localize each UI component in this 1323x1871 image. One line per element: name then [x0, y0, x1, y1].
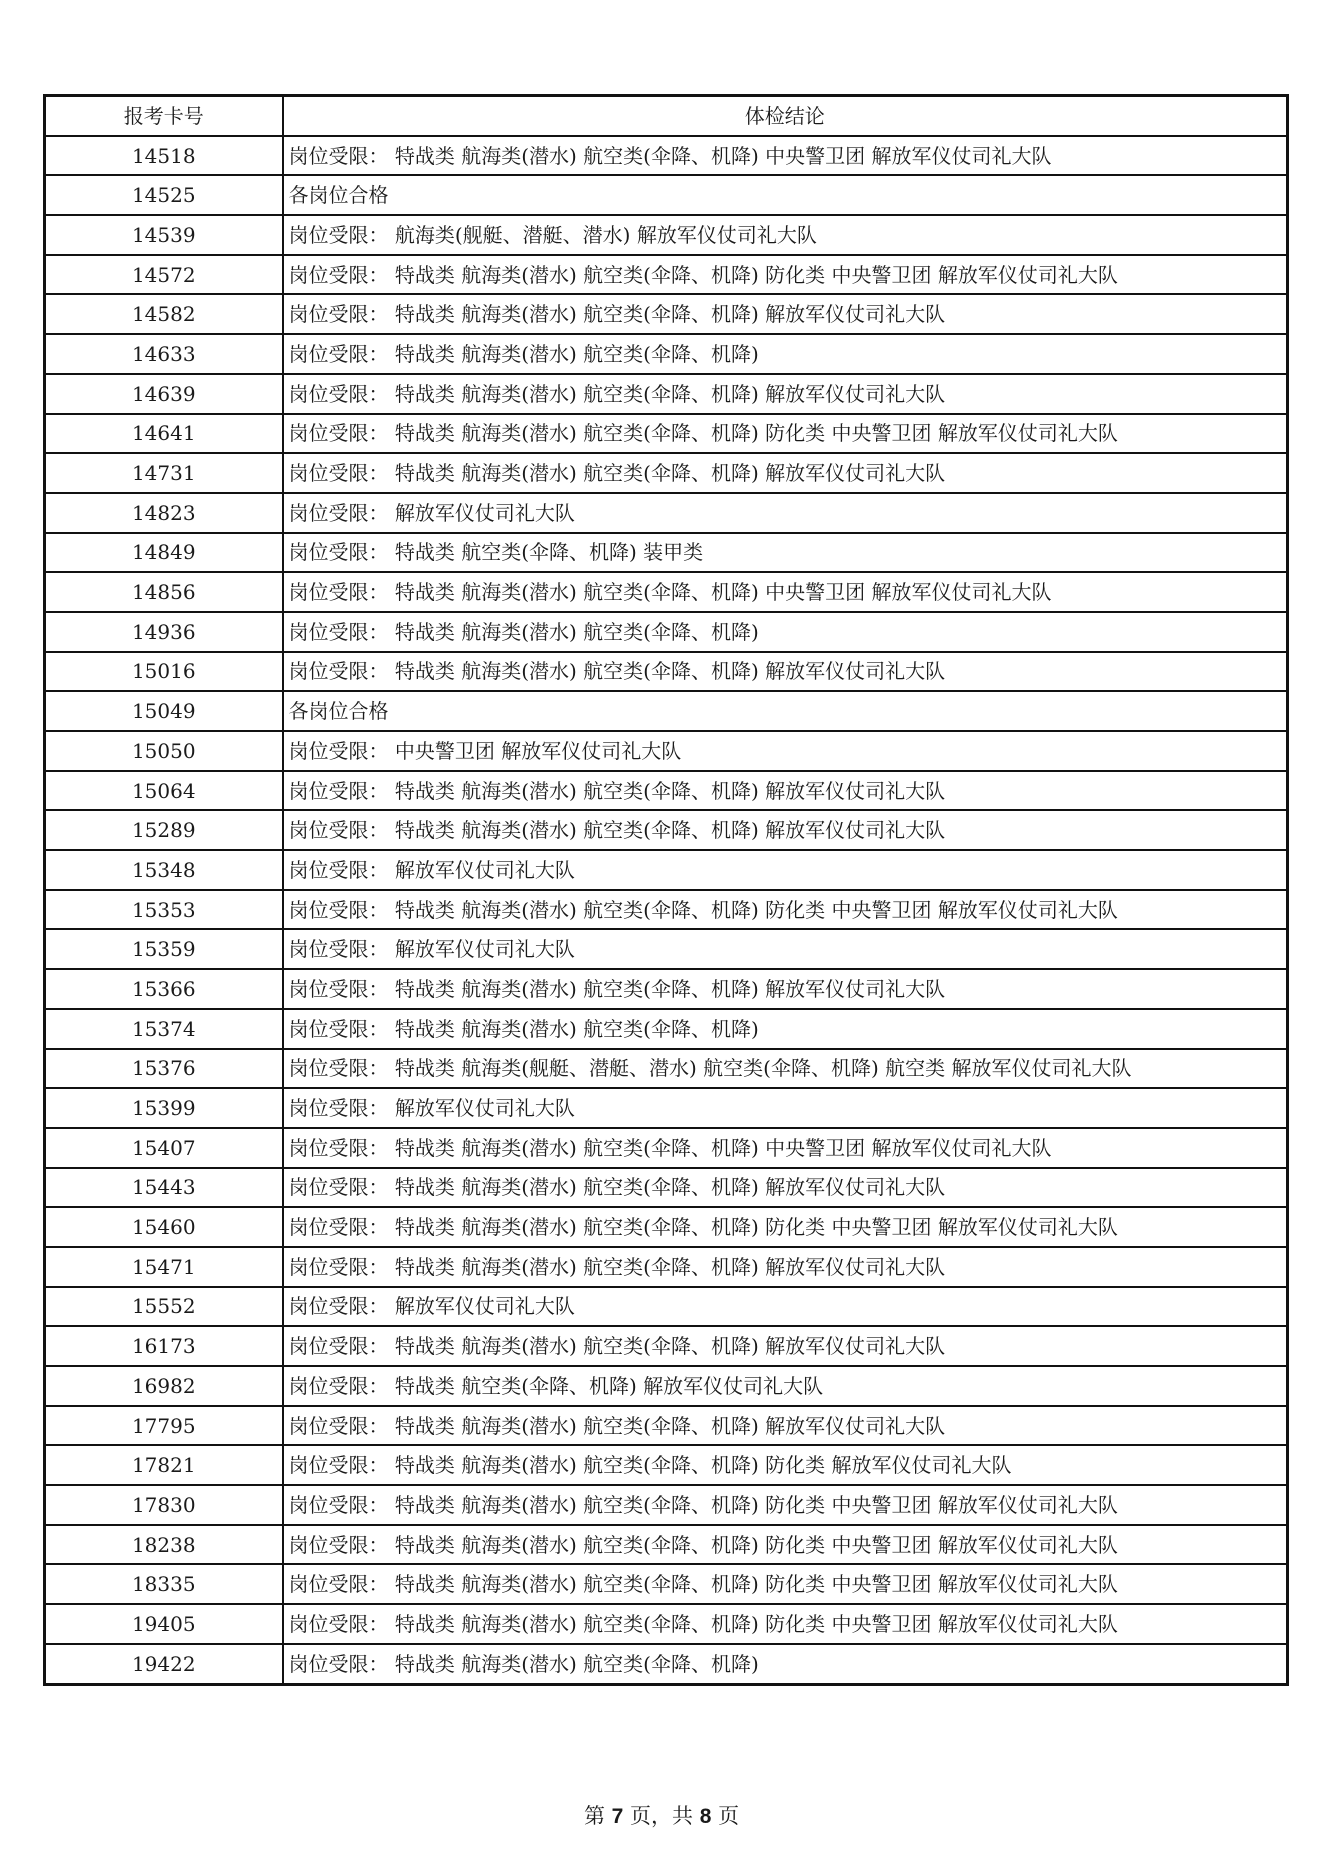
table-row — [45, 374, 1288, 414]
card-number-cell: 16173 — [45, 1326, 283, 1366]
card-number-cell: 14856 — [45, 572, 283, 612]
exam-conclusion-cell: 岗位受限： 特战类 航海类(潜水) 航空类(伞降、机降) — [283, 1009, 1288, 1049]
table-row — [45, 612, 1288, 652]
exam-conclusion-cell: 岗位受限： 特战类 航海类(潜水) 航空类(伞降、机降) 防化类 中央警卫团 解放军仪仗司礼大队 — [283, 890, 1288, 930]
card-number-cell: 19405 — [45, 1604, 283, 1644]
exam-conclusion-cell: 岗位受限： 特战类 航海类(潜水) 航空类(伞降、机降) 解放军仪仗司礼大队 — [283, 810, 1288, 850]
table-row — [45, 294, 1288, 334]
exam-conclusion-cell: 岗位受限： 特战类 航海类(潜水) 航空类(伞降、机降) 防化类 中央警卫团 解放军仪仗司礼大队 — [283, 1604, 1288, 1644]
exam-conclusion-cell: 岗位受限： 特战类 航海类(潜水) 航空类(伞降、机降) 中央警卫团 解放军仪仗司礼大队 — [283, 572, 1288, 612]
table-row — [45, 1525, 1288, 1565]
exam-conclusion-cell: 岗位受限： 特战类 航海类(潜水) 航空类(伞降、机降) 解放军仪仗司礼大队 — [283, 652, 1288, 692]
exam-conclusion-cell: 岗位受限： 解放军仪仗司礼大队 — [283, 1287, 1288, 1327]
card-number-cell: 14525 — [45, 175, 283, 215]
exam-conclusion-cell: 岗位受限： 特战类 航海类(潜水) 航空类(伞降、机降) 解放军仪仗司礼大队 — [283, 1168, 1288, 1208]
exam-conclusion-cell: 岗位受限： 特战类 航海类(潜水) 航空类(伞降、机降) 解放军仪仗司礼大队 — [283, 771, 1288, 811]
table-row — [45, 850, 1288, 890]
card-number-cell: 15552 — [45, 1287, 283, 1327]
footer-middle: 页，共 — [630, 1804, 693, 1828]
table-row — [45, 969, 1288, 1009]
table-row — [45, 572, 1288, 612]
table-row — [45, 1207, 1288, 1247]
card-number-cell: 14582 — [45, 294, 283, 334]
table-header-row — [45, 96, 1288, 136]
footer-prefix: 第 — [583, 1804, 605, 1828]
header-card-number: 报考卡号 — [45, 96, 283, 136]
table-row — [45, 1326, 1288, 1366]
exam-conclusion-cell: 岗位受限： 特战类 航海类(潜水) 航空类(伞降、机降) 解放军仪仗司礼大队 — [283, 969, 1288, 1009]
table-row — [45, 414, 1288, 454]
exam-conclusion-cell: 岗位受限： 特战类 航海类(潜水) 航空类(伞降、机降) 解放军仪仗司礼大队 — [283, 1326, 1288, 1366]
exam-conclusion-cell: 岗位受限： 解放军仪仗司礼大队 — [283, 929, 1288, 969]
exam-conclusion-cell: 岗位受限： 解放军仪仗司礼大队 — [283, 1088, 1288, 1128]
table-row — [45, 1287, 1288, 1327]
exam-conclusion-cell: 岗位受限： 特战类 航海类(潜水) 航空类(伞降、机降) 解放军仪仗司礼大队 — [283, 1247, 1288, 1287]
table-row — [45, 1406, 1288, 1446]
table-row — [45, 493, 1288, 533]
table-row — [45, 890, 1288, 930]
exam-conclusion-cell: 岗位受限： 特战类 航海类(潜水) 航空类(伞降、机降) 中央警卫团 解放军仪仗司礼大队 — [283, 1128, 1288, 1168]
card-number-cell: 15064 — [45, 771, 283, 811]
card-number-cell: 15016 — [45, 652, 283, 692]
table-row — [45, 136, 1288, 176]
current-page-number: 7 — [611, 1805, 624, 1828]
table-body — [45, 136, 1288, 1684]
exam-conclusion-cell: 岗位受限： 特战类 航海类(潜水) 航空类(伞降、机降) — [283, 612, 1288, 652]
table-row — [45, 1168, 1288, 1208]
card-number-cell: 14572 — [45, 255, 283, 295]
card-number-cell: 15407 — [45, 1128, 283, 1168]
table-row — [45, 1009, 1288, 1049]
card-number-cell: 14936 — [45, 612, 283, 652]
exam-conclusion-cell: 岗位受限： 解放军仪仗司礼大队 — [283, 493, 1288, 533]
card-number-cell: 15376 — [45, 1049, 283, 1089]
table-row — [45, 1644, 1288, 1684]
card-number-cell: 14518 — [45, 136, 283, 176]
table-row — [45, 1366, 1288, 1406]
card-number-cell: 14731 — [45, 453, 283, 493]
exam-conclusion-cell: 岗位受限： 特战类 航海类(潜水) 航空类(伞降、机降) 解放军仪仗司礼大队 — [283, 294, 1288, 334]
card-number-cell: 15460 — [45, 1207, 283, 1247]
exam-conclusion-cell: 岗位受限： 特战类 航海类(潜水) 航空类(伞降、机降) 解放军仪仗司礼大队 — [283, 1406, 1288, 1446]
exam-conclusion-cell: 岗位受限： 特战类 航空类(伞降、机降) 装甲类 — [283, 533, 1288, 573]
exam-conclusion-cell: 岗位受限： 特战类 航空类(伞降、机降) 解放军仪仗司礼大队 — [283, 1366, 1288, 1406]
table-row — [45, 453, 1288, 493]
card-number-cell: 16982 — [45, 1366, 283, 1406]
table-row — [45, 731, 1288, 771]
exam-conclusion-cell: 岗位受限： 解放军仪仗司礼大队 — [283, 850, 1288, 890]
table-row — [45, 771, 1288, 811]
card-number-cell: 15289 — [45, 810, 283, 850]
card-number-cell: 15359 — [45, 929, 283, 969]
table-row — [45, 255, 1288, 295]
table-row — [45, 810, 1288, 850]
card-number-cell: 15049 — [45, 691, 283, 731]
card-number-cell: 15471 — [45, 1247, 283, 1287]
exam-conclusion-cell: 岗位受限： 航海类(舰艇、潜艇、潜水) 解放军仪仗司礼大队 — [283, 215, 1288, 255]
card-number-cell: 15374 — [45, 1009, 283, 1049]
exam-results-table — [43, 94, 1289, 1686]
card-number-cell: 18238 — [45, 1525, 283, 1565]
table-row — [45, 929, 1288, 969]
card-number-cell: 14539 — [45, 215, 283, 255]
card-number-cell: 14641 — [45, 414, 283, 454]
exam-conclusion-cell: 岗位受限： 特战类 航海类(潜水) 航空类(伞降、机降) 防化类 中央警卫团 解放军仪仗司礼大队 — [283, 1207, 1288, 1247]
total-page-number: 8 — [699, 1805, 712, 1828]
table-row — [45, 334, 1288, 374]
table-row — [45, 652, 1288, 692]
table-row — [45, 1485, 1288, 1525]
exam-conclusion-cell: 各岗位合格 — [283, 175, 1288, 215]
exam-conclusion-cell: 岗位受限： 特战类 航海类(舰艇、潜艇、潜水) 航空类(伞降、机降) 航空类 解放军仪仗司礼大队 — [283, 1049, 1288, 1089]
exam-conclusion-cell: 岗位受限： 特战类 航海类(潜水) 航空类(伞降、机降) 防化类 解放军仪仗司礼大队 — [283, 1445, 1288, 1485]
card-number-cell: 17795 — [45, 1406, 283, 1446]
exam-conclusion-cell: 岗位受限： 特战类 航海类(潜水) 航空类(伞降、机降) — [283, 1644, 1288, 1684]
exam-conclusion-cell: 岗位受限： 特战类 航海类(潜水) 航空类(伞降、机降) 解放军仪仗司礼大队 — [283, 453, 1288, 493]
page-footer — [0, 1800, 1323, 1830]
exam-conclusion-cell: 岗位受限： 特战类 航海类(潜水) 航空类(伞降、机降) 防化类 中央警卫团 解放军仪仗司礼大队 — [283, 255, 1288, 295]
card-number-cell: 15443 — [45, 1168, 283, 1208]
table-row — [45, 215, 1288, 255]
card-number-cell: 14633 — [45, 334, 283, 374]
card-number-cell: 18335 — [45, 1564, 283, 1604]
card-number-cell: 17821 — [45, 1445, 283, 1485]
footer-suffix: 页 — [718, 1804, 740, 1828]
card-number-cell: 19422 — [45, 1644, 283, 1684]
exam-conclusion-cell: 岗位受限： 特战类 航海类(潜水) 航空类(伞降、机降) 中央警卫团 解放军仪仗司礼大队 — [283, 136, 1288, 176]
table-row — [45, 1049, 1288, 1089]
table-row — [45, 1247, 1288, 1287]
card-number-cell: 15348 — [45, 850, 283, 890]
exam-conclusion-cell: 各岗位合格 — [283, 691, 1288, 731]
table-row — [45, 533, 1288, 573]
card-number-cell: 17830 — [45, 1485, 283, 1525]
header-exam-conclusion: 体检结论 — [283, 96, 1288, 136]
exam-conclusion-cell: 岗位受限： 特战类 航海类(潜水) 航空类(伞降、机降) 防化类 中央警卫团 解放军仪仗司礼大队 — [283, 1485, 1288, 1525]
table-row — [45, 691, 1288, 731]
exam-conclusion-cell: 岗位受限： 特战类 航海类(潜水) 航空类(伞降、机降) 解放军仪仗司礼大队 — [283, 374, 1288, 414]
exam-conclusion-cell: 岗位受限： 特战类 航海类(潜水) 航空类(伞降、机降) 防化类 中央警卫团 解放军仪仗司礼大队 — [283, 1525, 1288, 1565]
exam-conclusion-cell: 岗位受限： 特战类 航海类(潜水) 航空类(伞降、机降) — [283, 334, 1288, 374]
card-number-cell: 14639 — [45, 374, 283, 414]
card-number-cell: 15399 — [45, 1088, 283, 1128]
card-number-cell: 15050 — [45, 731, 283, 771]
card-number-cell: 15353 — [45, 890, 283, 930]
table-row — [45, 1128, 1288, 1168]
table-row — [45, 175, 1288, 215]
table-row — [45, 1564, 1288, 1604]
table-row — [45, 1088, 1288, 1128]
table-row — [45, 1604, 1288, 1644]
exam-conclusion-cell: 岗位受限： 特战类 航海类(潜水) 航空类(伞降、机降) 防化类 中央警卫团 解放军仪仗司礼大队 — [283, 1564, 1288, 1604]
card-number-cell: 15366 — [45, 969, 283, 1009]
card-number-cell: 14823 — [45, 493, 283, 533]
card-number-cell: 14849 — [45, 533, 283, 573]
table-row — [45, 1445, 1288, 1485]
exam-conclusion-cell: 岗位受限： 特战类 航海类(潜水) 航空类(伞降、机降) 防化类 中央警卫团 解放军仪仗司礼大队 — [283, 414, 1288, 454]
exam-conclusion-cell: 岗位受限： 中央警卫团 解放军仪仗司礼大队 — [283, 731, 1288, 771]
